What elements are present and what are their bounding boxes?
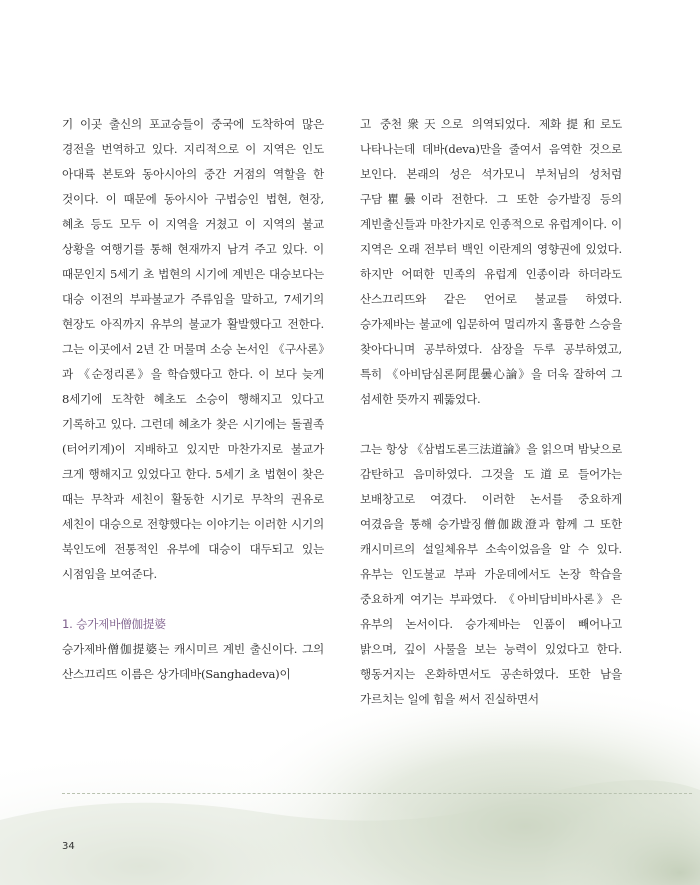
left-paragraph-1: 기 이곳 출신의 포교승들이 중국에 도착하여 많은 경전을 번역하고 있다. 지리적으로 이 지역은 인도 아대륙 본토와 동아시아의 중간 거점의 역할을 한 것이다. 이 때문에 동아시아 구법승인 법현, 현장, 혜초 등도 모두 이 지역을 거쳤고 이 지역의 불교 상황을 여행기를 통해 현재까지 남겨 주고 있다. 이 때문인지 5세기 초 법현의 시기에 계빈은 대승보다는 대승 이전의 부파불교가 주류임을 말하고, 7세기의 현장도 아직까지 유부의 불교가 활발했다고 전한다. 그는 이곳에서 2년 간 머물며 소승 논서인 《구사론》과 《순정리론》을 학습했다고 한다. 이 보다 늦게 8세기에 도착한 혜초도 소승이 행해지고 있다고 기록하고 있다. 그런데 혜초가 찾은 시기에는 돌궐족(터어키계)이 지배하고 있지만 마찬가지로 불교가 크게 행해지고 있었다고 한다. 5세기 초 법현이 찾은 때는 무착과 세친이 활동한 시기로 무착의 권유로 세친이 대승으로 전향했다는 이야기는 이러한 시기의 북인도에 전통적인 유부에 대승이 대두되고 있는 시점임을 보여준다. xyxy=(62,117,324,581)
left-text-column xyxy=(62,112,324,687)
right-paragraph-2: 그는 항상 《삼법도론三法道論》을 읽으며 밤낮으로 감탄하고 음미하였다. 그것을 도道로 들어가는 보배창고로 여겼다. 이러한 논서를 중요하게 여겼음을 통해 승가발징僧伽跋澄과 함께 그 또한 캐시미르의 설일체유부 소속이었음을 알 수 있다. 유부는 인도불교 부파 가운데에서도 논장 학습을 중요하게 여기는 부파였다. 《아비담비바사론》은 유부의 논서이다. 승가제바는 인품이 빼어나고 밝으며, 깊이 사물을 보는 능력이 있었다고 한다. 행동거지는 온화하면서도 공손하였다. 또한 남을 가르치는 일에 힘을 써서 진실하면서 xyxy=(360,442,622,706)
footer-divider xyxy=(62,793,692,794)
section-heading-sanghadeva: 1. 승가제바僧伽提婆 xyxy=(62,617,166,631)
page-number: 34 xyxy=(62,841,75,852)
left-paragraph-2: 승가제바僧伽提婆는 캐시미르 계빈 출신이다. 그의 산스끄리뜨 이름은 상가데바(Sanghadeva)이 xyxy=(62,642,324,681)
right-text-column xyxy=(360,112,622,712)
right-paragraph-1: 고 중천衆天으로 의역되었다. 제화提和로도 나타나는데 데바(deva)만을 줄여서 음역한 것으로 보인다. 본래의 성은 석가모니 부처님의 성처럼 구담瞿曇이라 전한다. 그 또한 승가발징 등의 계빈출신들과 마찬가지로 인종적으로 유럽계이다. 이 지역은 오래 전부터 백인 이란계의 영향권에 있었다. 하지만 어떠한 민족의 유럽계 인종이라 하더라도 산스끄리뜨와 같은 언어로 불교를 하였다. 승가제바는 불교에 입문하여 멀리까지 훌륭한 스승을 찾아다니며 공부하였다. 삼장을 두루 공부하였고, 특히 《아비담심론阿毘曇心論》을 더욱 잘하여 그 섬세한 뜻까지 꿰뚫었다. xyxy=(360,117,622,406)
